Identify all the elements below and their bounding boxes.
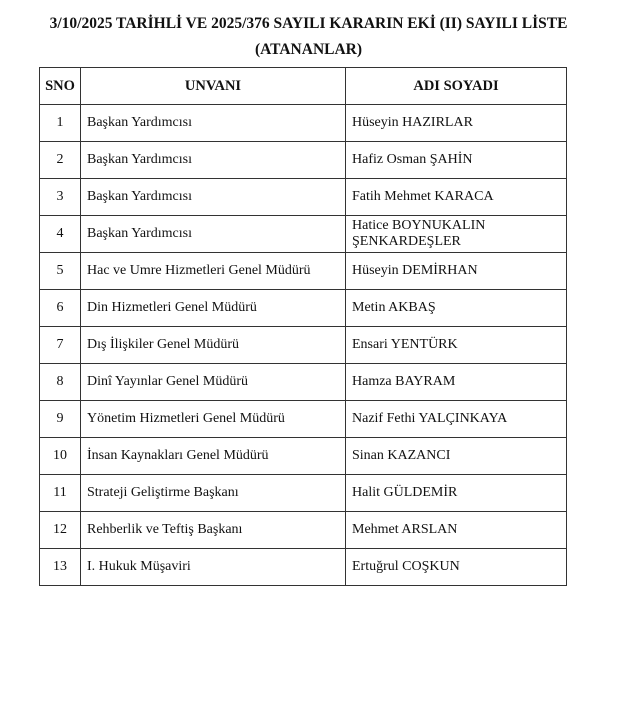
- document-title: 3/10/2025 TARİHLİ VE 2025/376 SAYILI KARARIN EKİ (II) SAYILI LİSTE: [49, 15, 568, 32]
- header-sno: SNO: [40, 68, 81, 105]
- table-row: [40, 364, 567, 401]
- cell-adi-soyadi: Hüseyin HAZIRLAR: [346, 105, 567, 142]
- cell-adi-soyadi: Metin AKBAŞ: [346, 290, 567, 327]
- cell-adi-soyadi: Hüseyin DEMİRHAN: [346, 253, 567, 290]
- cell-unvan: Dinî Yayınlar Genel Müdürü: [81, 364, 346, 401]
- table-row: [40, 475, 567, 512]
- cell-unvan: Din Hizmetleri Genel Müdürü: [81, 290, 346, 327]
- table-row: [40, 401, 567, 438]
- cell-unvan: I. Hukuk Müşaviri: [81, 549, 346, 586]
- cell-unvan: İnsan Kaynakları Genel Müdürü: [81, 438, 346, 475]
- table-row: [40, 549, 567, 586]
- table-header-row: [40, 68, 567, 105]
- cell-unvan: Yönetim Hizmetleri Genel Müdürü: [81, 401, 346, 438]
- cell-unvan: Başkan Yardımcısı: [81, 179, 346, 216]
- cell-adi-soyadi: Nazif Fethi YALÇINKAYA: [346, 401, 567, 438]
- cell-adi-soyadi: Ertuğrul COŞKUN: [346, 549, 567, 586]
- cell-sno: 11: [40, 475, 81, 512]
- cell-unvan: Dış İlişkiler Genel Müdürü: [81, 327, 346, 364]
- cell-sno: 6: [40, 290, 81, 327]
- cell-sno: 13: [40, 549, 81, 586]
- header-unvani: UNVANI: [81, 68, 346, 105]
- cell-adi-soyadi: Hafiz Osman ŞAHİN: [346, 142, 567, 179]
- cell-sno: 4: [40, 216, 81, 253]
- cell-sno: 10: [40, 438, 81, 475]
- table-row: [40, 438, 567, 475]
- cell-adi-soyadi: Sinan KAZANCI: [346, 438, 567, 475]
- cell-unvan: Rehberlik ve Teftiş Başkanı: [81, 512, 346, 549]
- cell-sno: 9: [40, 401, 81, 438]
- cell-unvan: Başkan Yardımcısı: [81, 142, 346, 179]
- table-row: [40, 253, 567, 290]
- header-adi-soyadi: ADI SOYADI: [346, 68, 567, 105]
- cell-adi-soyadi: Mehmet ARSLAN: [346, 512, 567, 549]
- cell-unvan: Başkan Yardımcısı: [81, 105, 346, 142]
- table-row: [40, 327, 567, 364]
- table-row: [40, 290, 567, 327]
- table-row: [40, 216, 567, 253]
- appointments-table: [39, 67, 567, 586]
- cell-sno: 8: [40, 364, 81, 401]
- cell-unvan: Başkan Yardımcısı: [81, 216, 346, 253]
- cell-adi-soyadi: Fatih Mehmet KARACA: [346, 179, 567, 216]
- cell-sno: 3: [40, 179, 81, 216]
- table-row: [40, 179, 567, 216]
- cell-sno: 5: [40, 253, 81, 290]
- cell-sno: 7: [40, 327, 81, 364]
- cell-adi-soyadi: Hatice BOYNUKALIN ŞENKARDEŞLER: [346, 216, 567, 253]
- cell-unvan: Hac ve Umre Hizmetleri Genel Müdürü: [81, 253, 346, 290]
- cell-adi-soyadi: Ensari YENTÜRK: [346, 327, 567, 364]
- table-row: [40, 142, 567, 179]
- cell-adi-soyadi: Halit GÜLDEMİR: [346, 475, 567, 512]
- cell-sno: 2: [40, 142, 81, 179]
- document-subtitle: (ATANANLAR): [254, 41, 363, 58]
- table-row: [40, 105, 567, 142]
- cell-unvan: Strateji Geliştirme Başkanı: [81, 475, 346, 512]
- cell-sno: 12: [40, 512, 81, 549]
- table-row: [40, 512, 567, 549]
- cell-sno: 1: [40, 105, 81, 142]
- cell-adi-soyadi: Hamza BAYRAM: [346, 364, 567, 401]
